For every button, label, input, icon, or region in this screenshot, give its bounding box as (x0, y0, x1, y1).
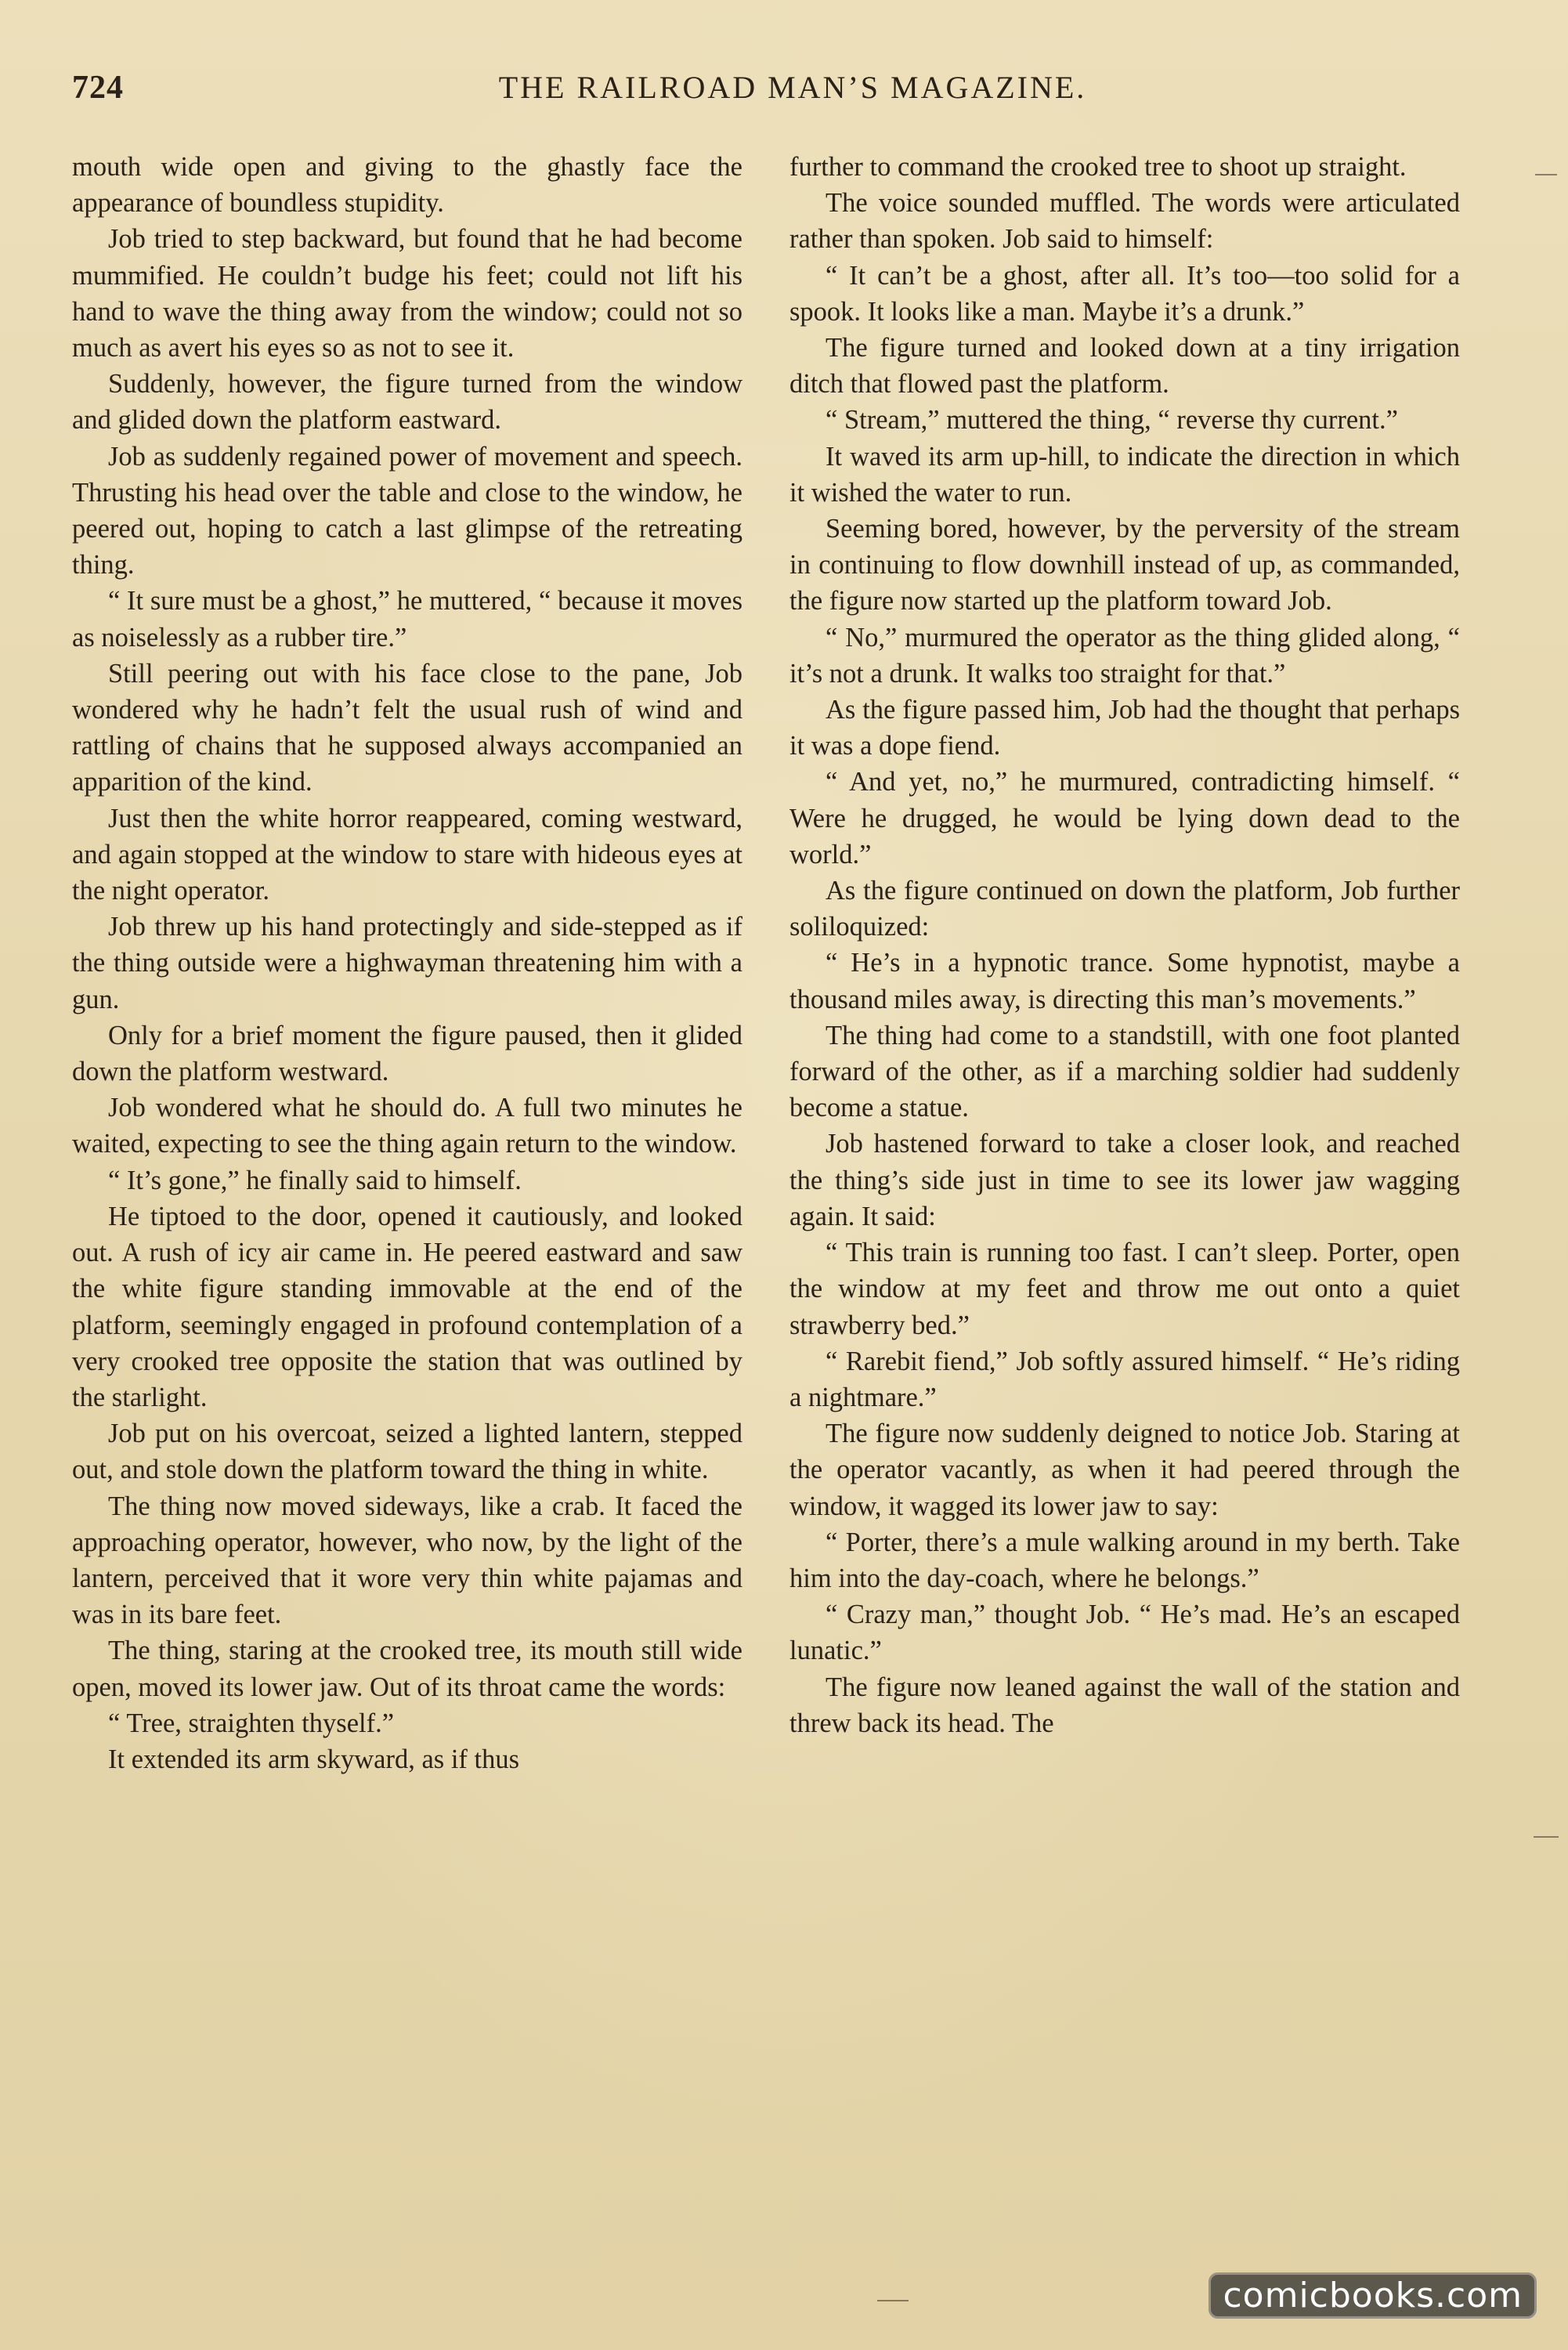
paragraph: The figure now suddenly deigned to notice Job. Staring at the operator vacantly, as when it had peered through the window, it wagged its lower jaw to say: (789, 1419, 1460, 1521)
paragraph: “ It’s gone,” he finally said to himself. (108, 1165, 522, 1195)
paragraph: Still peering out with his face close to the pane, Job wondered why he hadn’t felt the usual rush of wind and rattling of chains that he supposed always accompanied an apparition of the kind. (72, 658, 742, 797)
paragraph: Job put on his overcoat, seized a lighted lantern, stepped out, and stole down the platform toward the thing in white. (72, 1419, 742, 1485)
text-columns (72, 149, 1460, 2248)
paragraph: “ Crazy man,” thought Job. “ He’s mad. He’s an escaped lunatic.” (789, 1600, 1460, 1666)
paragraph: “ It can’t be a ghost, after all. It’s too—too solid for a spook. It looks like a man. Maybe it’s a drunk.” (789, 260, 1460, 327)
paragraph: Seeming bored, however, by the perversity of the stream in continuing to flow downhill instead of up, as commanded, the figure now started up the platform toward Job. (789, 514, 1460, 616)
paragraph: “ Stream,” muttered the thing, “ reverse thy current.” (826, 405, 1398, 436)
paragraph: He tiptoed to the door, opened it cautiously, and looked out. A rush of icy air came in. He peered eastward and saw the white figure standing immovable at the end of the platform, seemingly engaged in profound contemplation of a very crooked tree opposite the station that was outlined by the starlight. (72, 1201, 742, 1412)
margin-mark (1534, 1836, 1559, 1838)
paragraph: Only for a brief moment the figure paused, then it glided down the platform westward. (72, 1020, 742, 1087)
paragraph: As the figure continued on down the platform, Job further soliloquized: (789, 876, 1460, 942)
paragraph: Job as suddenly regained power of movement and speech. Thrusting his head over the table and close to the window, he peered out, hoping to catch a last glimpse of the retreating thing. (72, 441, 742, 580)
watermark-logo: comicbooks.com (1209, 2272, 1537, 2319)
running-title: THE RAILROAD MAN’S MAGAZINE. (498, 70, 1087, 105)
margin-mark (1535, 174, 1557, 175)
paragraph: The figure now leaned against the wall of the station and threw back its head. The (789, 1672, 1460, 1738)
paragraph: “ He’s in a hypnotic trance. Some hypnotist, maybe a thousand miles away, is directing this man’s movements.” (789, 948, 1460, 1014)
paragraph: further to command the crooked tree to shoot up straight. (789, 152, 1407, 182)
paragraph: The thing now moved sideways, like a crab. It faced the approaching operator, however, who now, by the light of the lantern, perceived that it wore very thin white pajamas and was in its bare feet. (72, 1491, 742, 1630)
page-header (72, 69, 1513, 116)
paragraph: Job threw up his hand protectingly and side-stepped as if the thing outside were a highwayman threatening him with a gun. (72, 912, 742, 1014)
paragraph: The voice sounded muffled. The words were articulated rather than spoken. Job said to himself: (789, 188, 1460, 255)
paragraph: Job hastened forward to take a closer look, and reached the thing’s side just in time to see its lower jaw wagging again. It said: (789, 1129, 1460, 1231)
left-column (72, 149, 742, 2248)
paragraph: “ This train is running too fast. I can’t sleep. Porter, open the window at my feet and throw me out onto a quiet strawberry bed.” (789, 1238, 1460, 1340)
margin-mark (877, 2300, 909, 2301)
paragraph: Suddenly, however, the figure turned from the window and glided down the platform eastward. (72, 369, 742, 436)
page-number: 724 (72, 70, 124, 106)
paragraph: The thing had come to a standstill, with one foot planted forward of the other, as if a marching soldier had suddenly become a statue. (789, 1020, 1460, 1123)
paragraph: “ It sure must be a ghost,” he muttered, “ because it moves as noiselessly as a rubber tire.” (72, 586, 742, 653)
paragraph: It extended its arm skyward, as if thus (108, 1744, 520, 1774)
paragraph: The figure turned and looked down at a tiny irrigation ditch that flowed past the platform. (789, 333, 1460, 400)
paragraph: Just then the white horror reappeared, coming westward, and again stopped at the window to stare with hideous eyes at the night operator. (72, 803, 742, 906)
paragraph: mouth wide open and giving to the ghastly face the appearance of boundless stupidity. (72, 152, 742, 219)
paragraph: “ Rarebit fiend,” Job softly assured himself. “ He’s riding a nightmare.” (789, 1346, 1460, 1412)
paragraph: Job wondered what he should do. A full two minutes he waited, expecting to see the thing again return to the window. (72, 1093, 742, 1159)
right-column (789, 149, 1460, 2248)
paragraph: The thing, staring at the crooked tree, its mouth still wide open, moved its lower jaw. Out of its throat came the words: (72, 1636, 742, 1702)
paragraph: “ Porter, there’s a mule walking around in my berth. Take him into the day-coach, where he belongs.” (789, 1527, 1460, 1593)
paragraph: It waved its arm up-hill, to indicate the direction in which it wished the water to run. (789, 441, 1460, 508)
paragraph: Job tried to step backward, but found that he had become mummified. He couldn’t budge his feet; could not lift his hand to wave the thing away from the window; could not so much as avert his eyes so as not to see it. (72, 224, 742, 363)
paragraph: “ And yet, no,” he murmured, contradicting himself. “ Were he drugged, he would be lying down dead to the world.” (789, 767, 1460, 870)
paragraph: “ Tree, straighten thyself.” (108, 1708, 395, 1738)
paragraph: “ No,” murmured the operator as the thing glided along, “ it’s not a drunk. It walks too straight for that.” (789, 622, 1460, 689)
paragraph: As the figure passed him, Job had the thought that perhaps it was a dope fiend. (789, 695, 1460, 761)
